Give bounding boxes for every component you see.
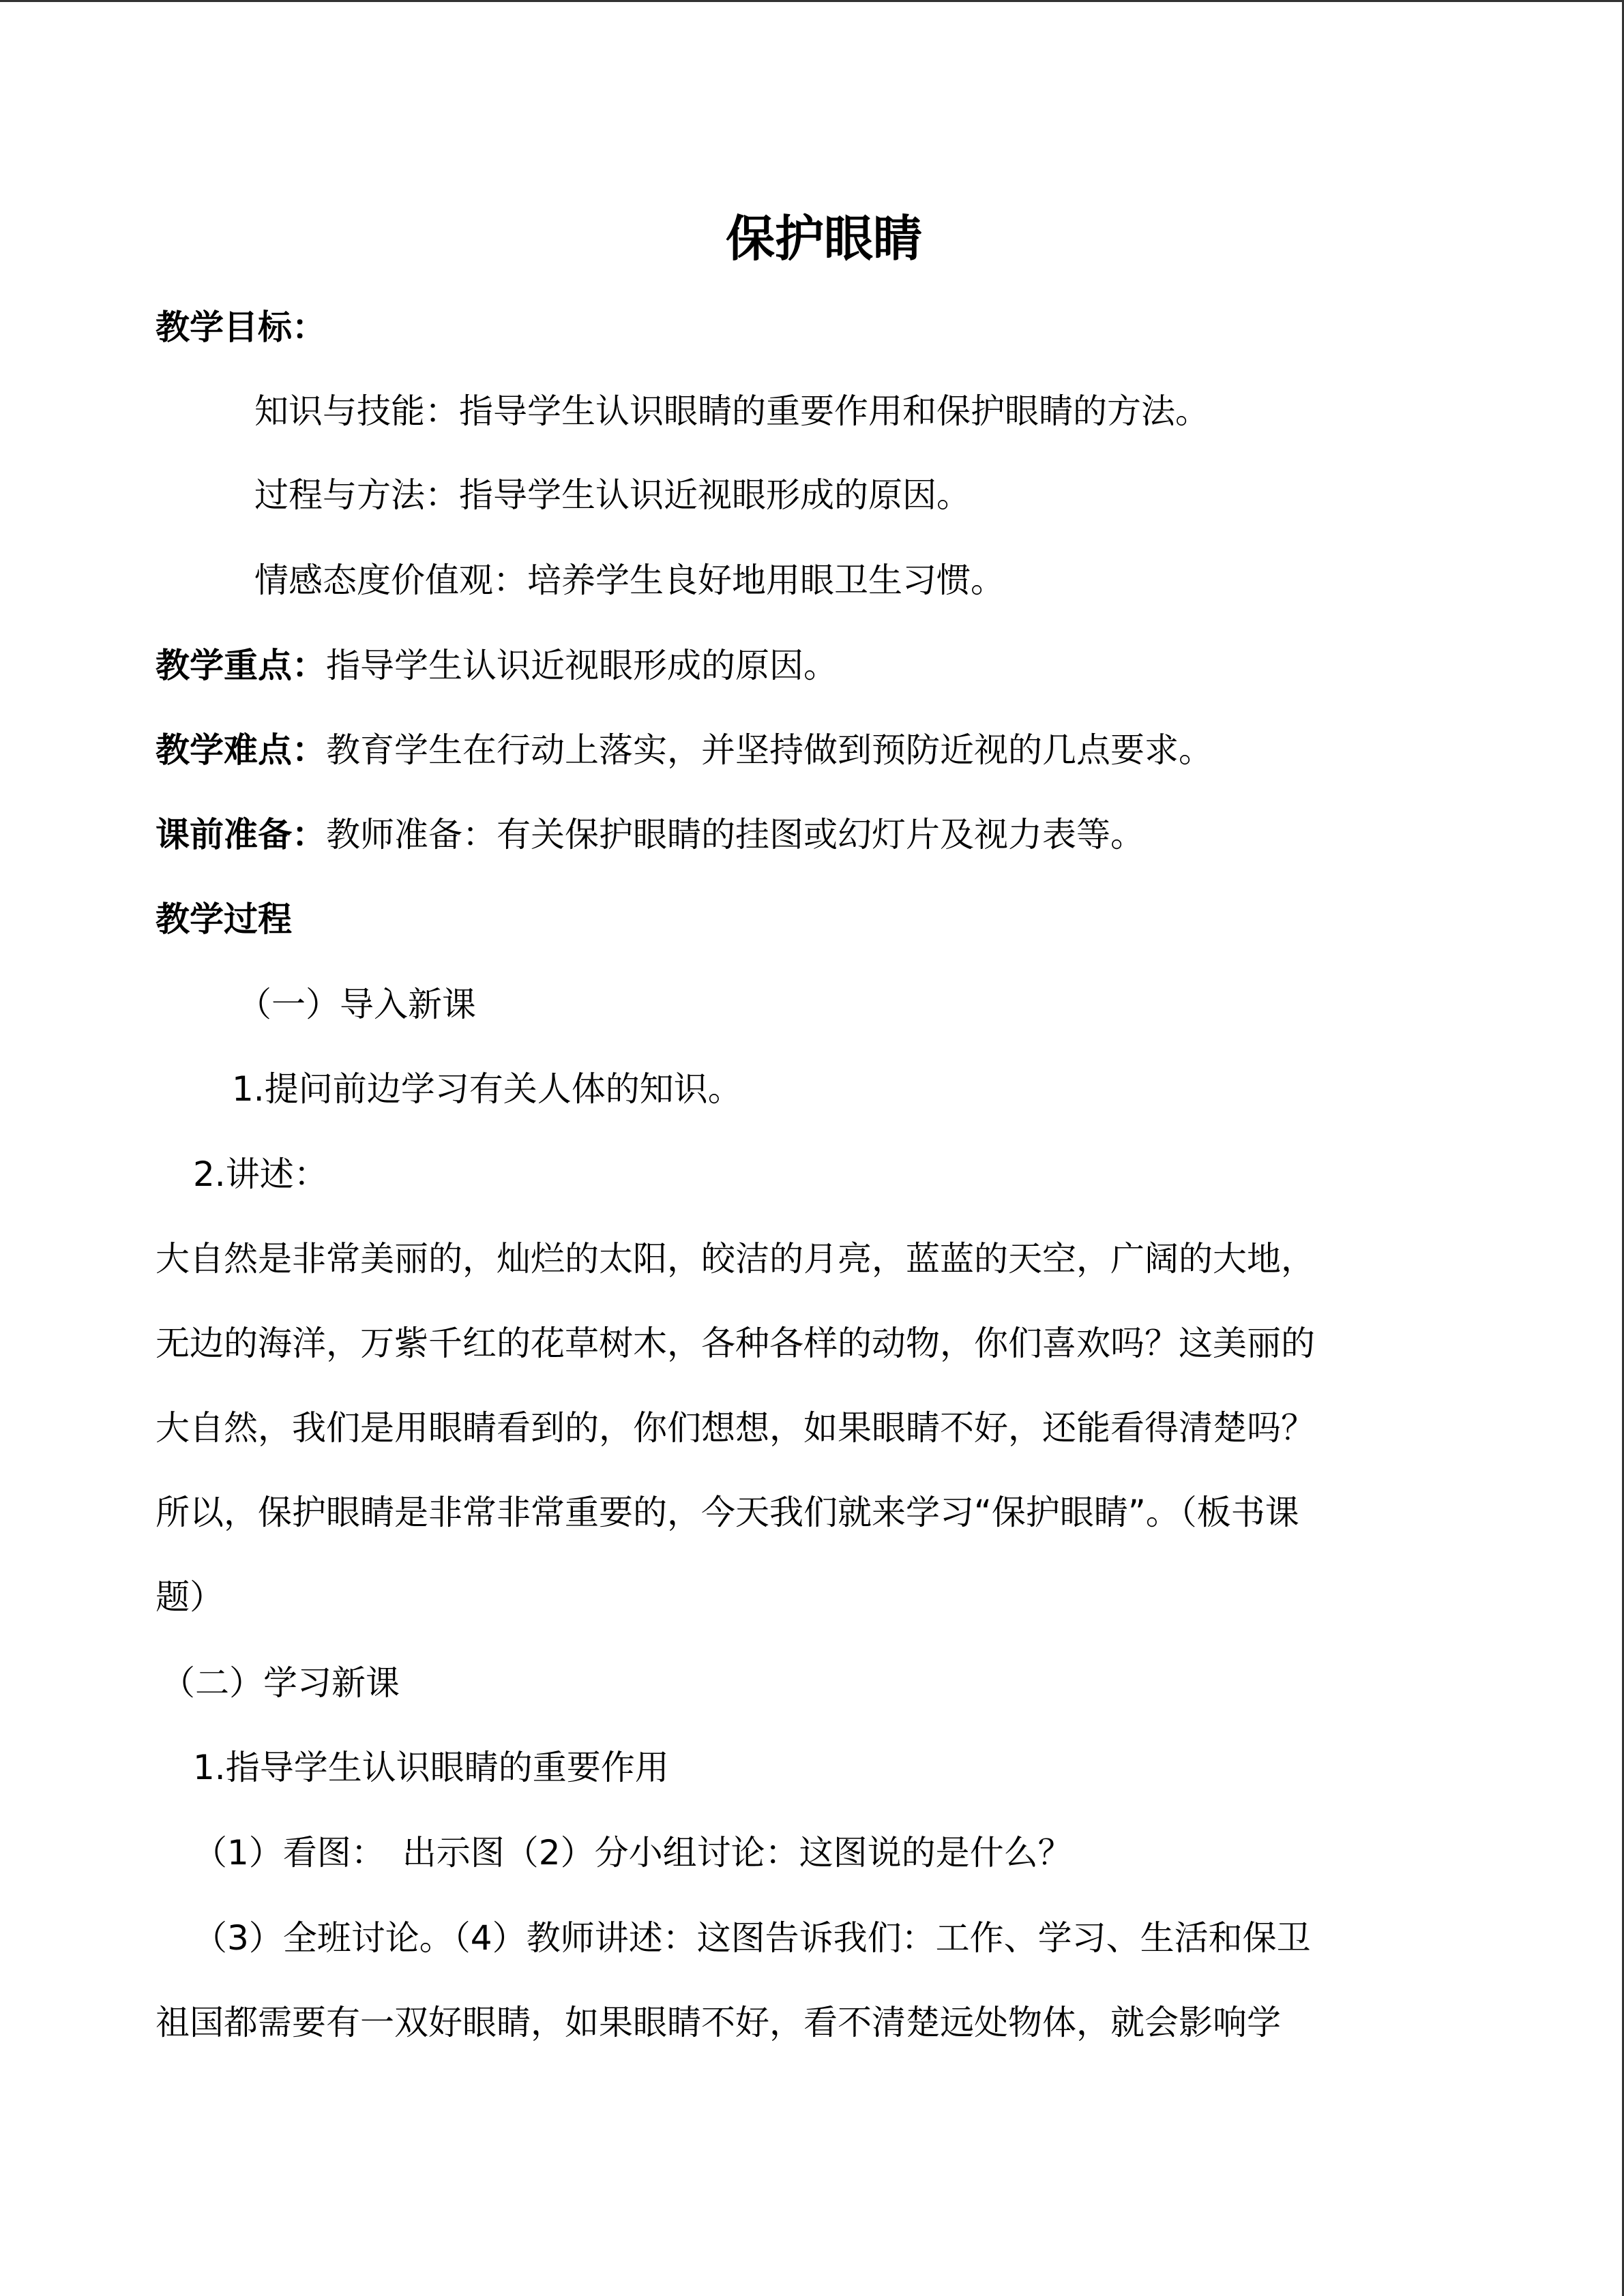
document-title: 保护眼睛 (725, 210, 922, 267)
section2-step-line: （1）看图： 出示图（2）分小组讨论：这图说的是什么？ (193, 1833, 1072, 1873)
key-point-text: 指导学生认识近视眼形成的原因。 (326, 646, 838, 685)
preparation-line (156, 807, 1145, 862)
section1-item2: 2.讲述： (193, 1154, 328, 1194)
objective-emotion: 情感态度价值观：培养学生良好地用眼卫生习惯。 (254, 561, 1005, 600)
process-heading: 教学过程 (156, 899, 292, 939)
paragraph-line: 题） (156, 1577, 224, 1617)
key-point-label: 教学重点： (156, 646, 326, 685)
paragraph-line: 大自然，我们是用眼睛看到的，你们想想，如果眼睛不好，还能看得清楚吗？ (156, 1408, 1315, 1448)
preparation-text: 教师准备：有关保护眼睛的挂图或幻灯片及视力表等。 (326, 815, 1145, 854)
objectives-heading: 教学目标： (156, 308, 326, 347)
difficulty-label: 教学难点： (156, 730, 326, 770)
paragraph-line: 无边的海洋，万紫千红的花草树木，各种各样的动物，你们喜欢吗？这美丽的 (156, 1324, 1315, 1363)
paragraph-line: 所以，保护眼睛是非常非常重要的，今天我们就来学习“保护眼睛”。（板书课 (156, 1493, 1299, 1532)
preparation-label: 课前准备： (156, 815, 326, 854)
key-point-line (156, 638, 838, 693)
section2-heading: （二）学习新课 (161, 1663, 400, 1703)
difficulty-line (156, 723, 1213, 777)
section1-heading: （一）导入新课 (237, 985, 476, 1024)
section2-item1: 1.指导学生认识眼睛的重要作用 (193, 1748, 669, 1787)
difficulty-text: 教育学生在行动上落实，并坚持做到预防近视的几点要求。 (326, 730, 1213, 770)
section2-step-line: 祖国都需要有一双好眼睛，如果眼睛不好，看不清楚远处物体，就会影响学 (156, 2003, 1281, 2042)
section2-step-line: （3）全班讨论。（4）教师讲述：这图告诉我们：工作、学习、生活和保卫 (193, 1918, 1311, 1958)
paragraph-line: 大自然是非常美丽的，灿烂的太阳，皎洁的月亮，蓝蓝的天空，广阔的大地， (156, 1239, 1315, 1279)
objective-knowledge: 知识与技能：指导学生认识眼睛的重要作用和保护眼睛的方法。 (254, 391, 1209, 431)
objective-process: 过程与方法：指导学生认识近视眼形成的原因。 (254, 475, 971, 515)
section1-item1: 1.提问前边学习有关人体的知识。 (232, 1069, 742, 1109)
